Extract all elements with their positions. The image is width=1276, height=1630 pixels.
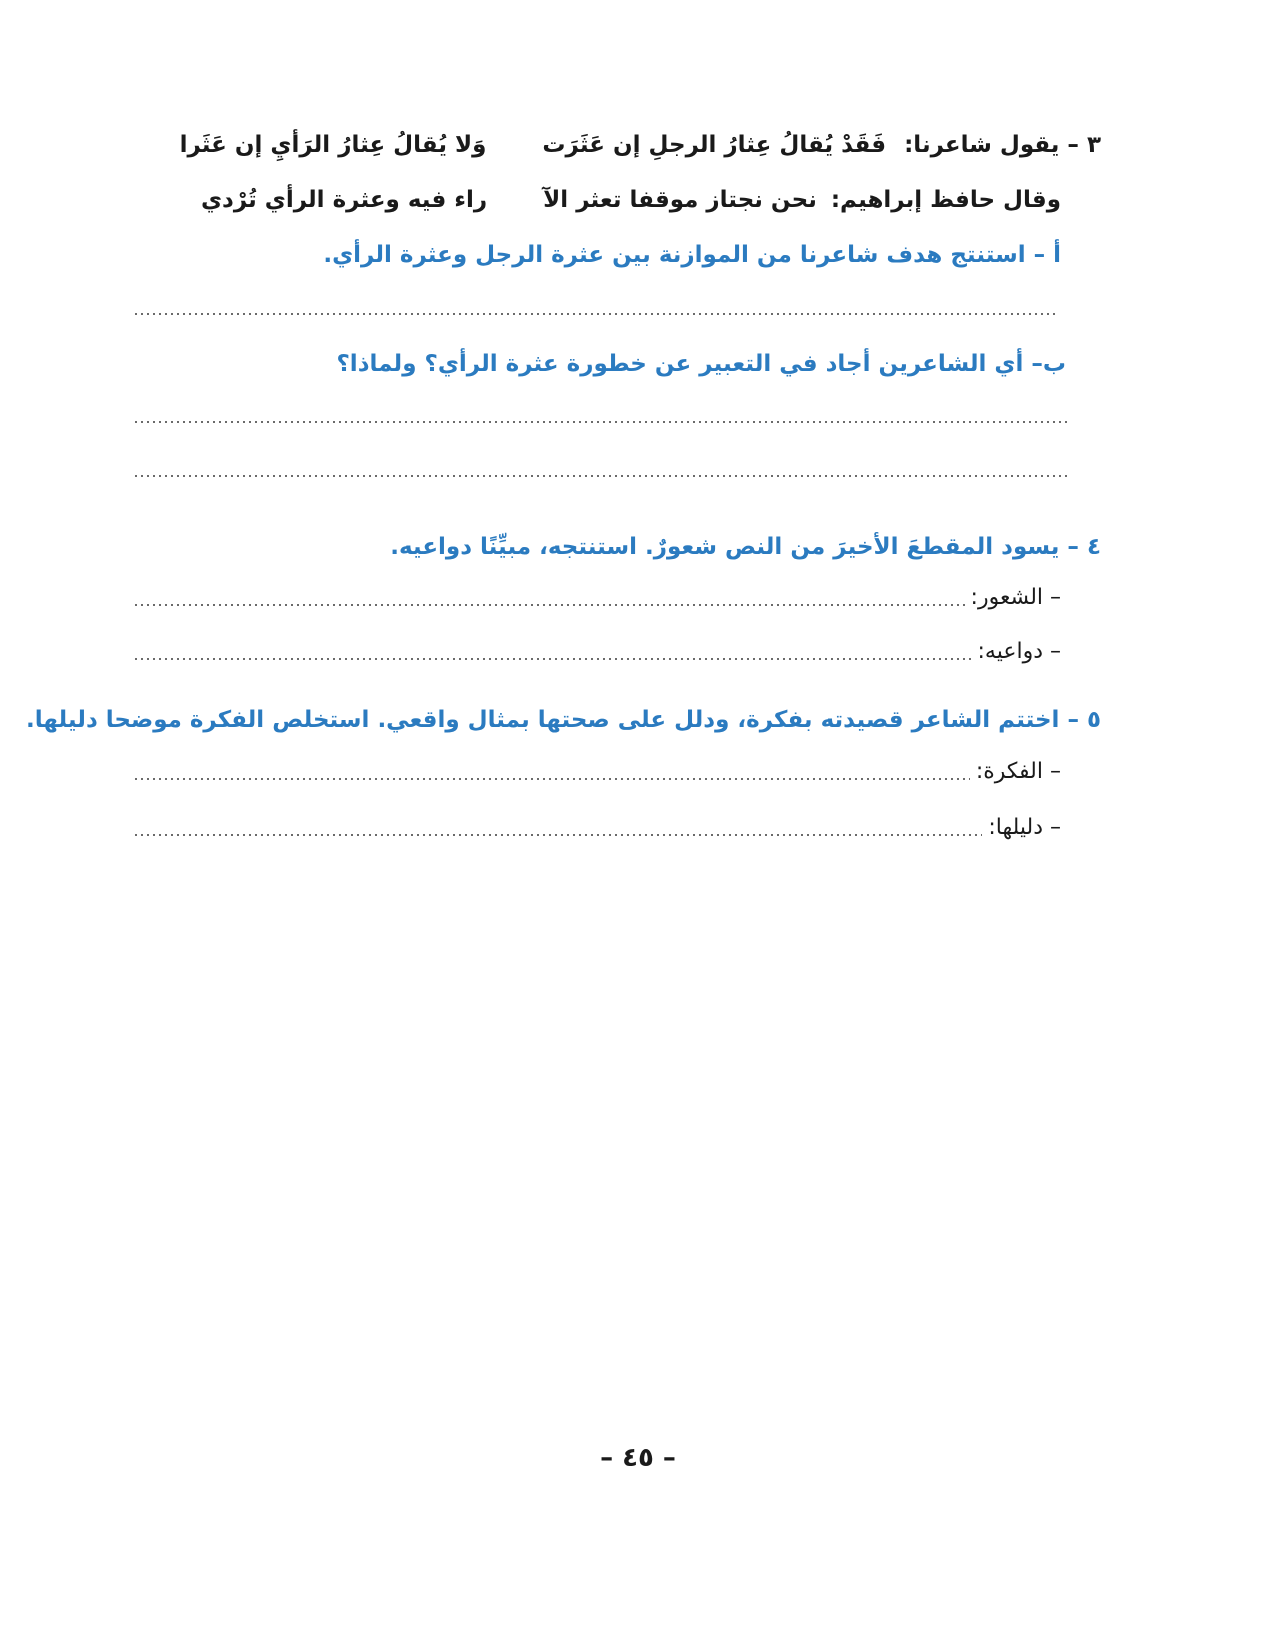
q3-part-a: أ – استنتج هدف شاعرنا من الموازنة بين عثرة الرجل وعثرة الرأي.: [323, 242, 1061, 268]
feeling-answer-line[interactable]: [133, 604, 965, 606]
idea-label: – الفكرة:: [975, 759, 1061, 784]
q4-question: ٤ – يسود المقطعَ الأخيرَ من النص شعورٌ. استنتجه، مبيِّنًا دواعيه.: [390, 534, 1101, 560]
verse1-hemistich-2: وَلا يُقالُ عِثارُ الرَأيِ إن عَثَرا: [179, 132, 487, 158]
q3-line1: [180, 128, 1101, 162]
verse2-hemistich-2: راء فيه وعثرة الرأي تُرْدي: [200, 187, 488, 213]
answer-line-b2[interactable]: [133, 475, 1067, 477]
q5-question: ٥ – اختتم الشاعر قصيدته بفكرة، ودلل على صحتها بمثال واقعي. استخلص الفكرة موضحا دليلها.: [25, 707, 1101, 733]
page-number: – ٤٥ –: [600, 1443, 676, 1473]
verse2-hemistich-1: نحن نجتاز موقفا تعثر الآ: [543, 187, 817, 213]
answer-line-a[interactable]: [133, 313, 1059, 315]
q3-intro: ٣ – يقول شاعرنا:: [904, 132, 1101, 158]
reasons-label: – دواعيه:: [977, 639, 1061, 664]
reasons-answer-line[interactable]: [133, 658, 972, 660]
q4-reasons-row: [133, 636, 1061, 668]
q5-evidence-row: [133, 812, 1061, 844]
evidence-label: – دليلها:: [988, 815, 1061, 840]
q3-line2-intro: وقال حافظ إبراهيم:: [830, 187, 1061, 213]
q4-feeling-row: [133, 582, 1061, 614]
q3-line2: [201, 183, 1061, 217]
verse1-hemistich-1: فَقَدْ يُقالُ عِثارُ الرجلِ إن عَثَرَت: [542, 132, 887, 158]
feeling-label: – الشعور:: [970, 585, 1061, 610]
evidence-answer-line[interactable]: [133, 834, 982, 836]
idea-answer-line[interactable]: [133, 778, 970, 780]
q3-part-b: ب– أي الشاعرين أجاد في التعبير عن خطورة عثرة الرأي؟ ولماذا؟: [336, 351, 1066, 377]
answer-line-b1[interactable]: [133, 421, 1067, 423]
q5-idea-row: [133, 756, 1061, 788]
